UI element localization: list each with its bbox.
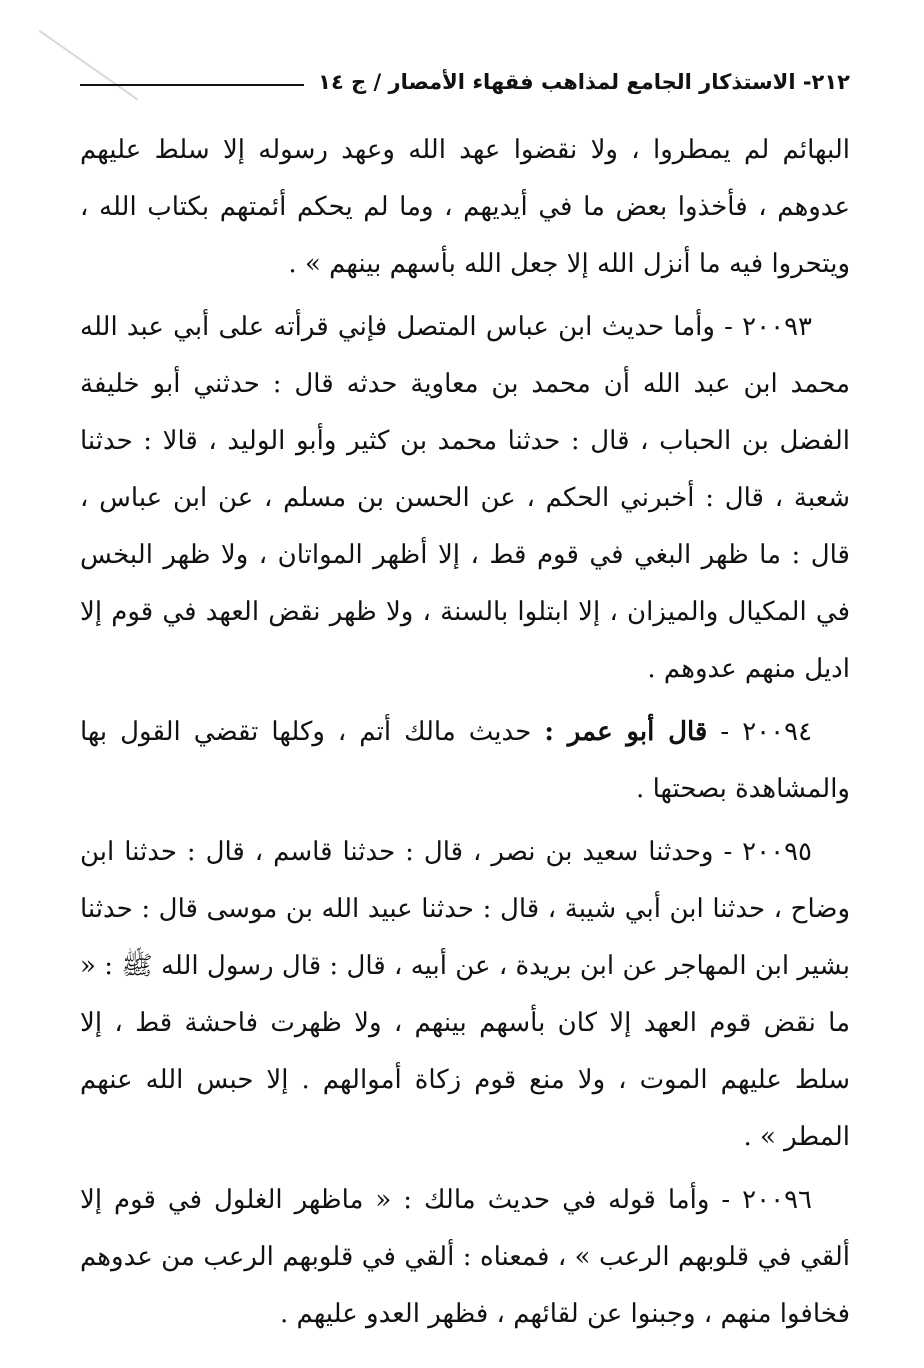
paragraph-lead: قال أبو عمر :: [544, 717, 708, 747]
paragraph-number: ٢٠٠٩٤ -: [720, 717, 813, 747]
paragraph-20093: [80, 299, 850, 698]
paragraph-text: حديث مالك أتم ، وكلها تقضي القول بها والمشاهدة بصحتها .: [80, 717, 850, 804]
body-text: [80, 122, 850, 1343]
header-rule: [80, 84, 304, 86]
paragraph-text: وأما حديث ابن عباس المتصل فإني قرأته على أبي عبد الله محمد ابن عبد الله أن محمد بن معاوية حدثه قال : حدثني أبو خليفة الفضل بن الحباب ، قال : حدثنا محمد بن كثير وأبو الوليد ، قالا : حدثنا شعبة ، قال : أخبرني الحكم ، عن الحسن بن مسلم ، عن ابن عباس ، قال : ما ظهر البغي في قوم قط ، إلا أظهر المواتان ، ولا ظهر البخس في المكيال والميزان ، إلا ابتلوا بالسنة ، ولا ظهر نقض العهد في قوم إلا اديل منهم عدوهم .: [80, 312, 851, 684]
paragraph-number: ٢٠٠٩٣ -: [724, 312, 812, 342]
paragraph-20095: [80, 824, 850, 1166]
paragraph-number: ٢٠٠٩٥ -: [723, 837, 812, 867]
paragraph-20094: [80, 704, 850, 818]
running-head: [80, 62, 850, 102]
paragraph-text: البهائم لم يمطروا ، ولا نقضوا عهد الله وعهد رسوله إلا سلط عليهم عدوهم ، فأخذوا بعض ما في أيديهم ، وما لم يحكم أئمتهم بكتاب الله ، ويتحروا فيه ما أنزل الله إلا جعل الله بأسهم بينهم » .: [80, 135, 851, 279]
paragraph-20096: [80, 1172, 850, 1343]
paragraph-text: وأما قوله في حديث مالك : « ماظهر الغلول في قوم إلا ألقي في قلوبهم الرعب » ، فمعناه : ألقي في قلوبهم الرعب من عدوهم فخافوا منهم ، وجبنوا عن لقائهم ، فظهر العدو عليهم .: [80, 1185, 850, 1329]
book-page: [80, 62, 850, 1343]
paragraph-continuation: [80, 122, 850, 293]
paragraph-number: ٢٠٠٩٦ -: [721, 1185, 812, 1215]
running-head-text: ٢١٢- الاستذكار الجامع لمذاهب فقهاء الأمصار / ج ١٤: [318, 70, 850, 94]
paragraph-text: وحدثنا سعيد بن نصر ، قال : حدثنا قاسم ، قال : حدثنا ابن وضاح ، حدثنا ابن أبي شيبة ، قال : حدثنا عبيد الله بن موسى قال : حدثنا بشير ابن المهاجر عن ابن بريدة ، عن أبيه ، قال : قال رسول الله ﷺ : « ما نقض قوم العهد إلا كان بأسهم بينهم ، ولا ظهرت فاحشة قط ، إلا سلط عليهم الموت ، ولا منع قوم زكاة أموالهم . إلا حبس الله عنهم المطر » .: [80, 837, 850, 1152]
